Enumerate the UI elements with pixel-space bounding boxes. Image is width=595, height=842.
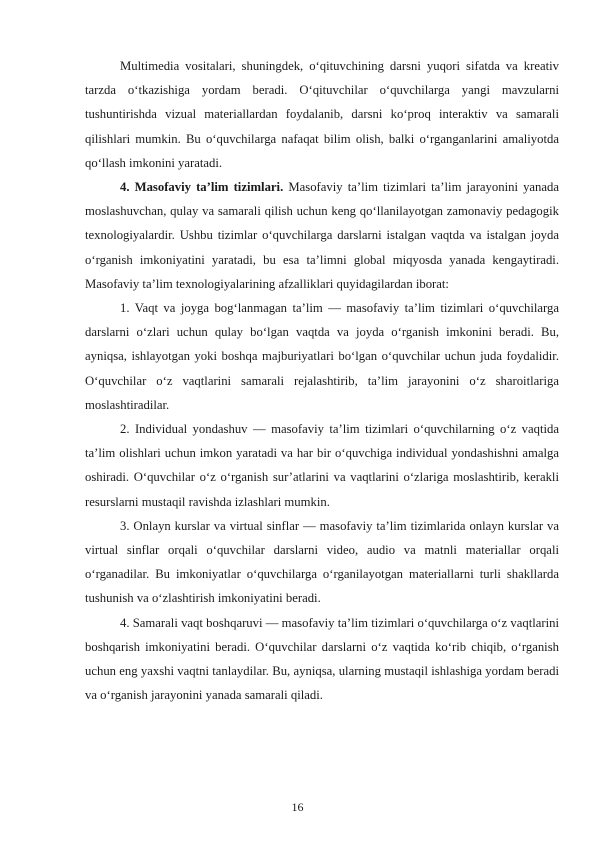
- page-number: 16: [291, 800, 304, 814]
- list-item-text: 1. Vaqt va joyga bog‘lanmagan ta’lim — masofaviy ta’lim tizimlari o‘quvchilarga darslarni o‘zlari uchun qulay bo‘lgan vaqtda va joyda o‘rganish imkonini beradi. Bu, ayniqsa, ishlayotgan yoki boshqa majburiyatlari bo‘lgan o‘quvchilar uchun juda foydalidir. O‘quvchilar o‘z vaqtlarini samarali rejalashtirib, ta’lim jarayonini o‘z sharoitlariga moslashtiradilar.: [85, 301, 559, 412]
- list-item-text: 3. Onlayn kurslar va virtual sinflar — masofaviy ta’lim tizimlarida onlayn kurslar va virtual sinflar orqali o‘quvchilar darslarni video, audio va matnli materiallar orqali o‘rganadilar. Bu imkoniyatlar o‘quvchilarga o‘rganilayotgan materiallarni turli shakllarda tushunish va o‘zlashtirish imkoniyatini beradi.: [85, 518, 559, 606]
- list-item-online-courses: [85, 514, 559, 611]
- paragraph-multimedia: [85, 54, 559, 175]
- list-item-time-management: [85, 611, 559, 708]
- document-body: [85, 54, 559, 707]
- list-item-text: 2. Individual yondashuv — masofaviy ta’lim tizimlari o‘quvchilarning o‘z vaqtida ta’lim olishlari uchun imkon yaratadi va har bir o‘quvchiga individual yondashishni amalga oshiradi. O‘quvchilar o‘z o‘rganish sur’atlarini va vaqtlarini o‘zlariga moslashtirib, kerakli resurslarni mustaqil ravishda izlashlari mumkin.: [85, 422, 559, 509]
- paragraph-text: Masofaviy ta’lim tizimlari ta’lim jarayonini yanada moslashuvchan, qulay va samarali qilish uchun keng qo‘llanilayotgan zamonaviy pedagogik texnologiyalardir. Ushbu tizimlar o‘quvchilarga darslarni istalgan vaqtda va istalgan joyda o‘rganish imkoniyatini yaratadi, bu esa ta’limni global miqyosda yanada kengaytiradi. Masofaviy ta’lim texnologiyalarining afzalliklari quyidagilardan iborat:: [85, 180, 559, 291]
- paragraph-distance-learning: [85, 175, 559, 296]
- list-item-individual-approach: [85, 417, 559, 514]
- paragraph-text: Multimedia vositalari, shuningdek, o‘qituvchining darsni yuqori sifatda va kreativ tarzda o‘tkazishiga yordam beradi. O‘qituvchilar o‘quvchilarga yangi mavzularni tushuntirishda vizual materiallardan foydalanib, darsni ko‘proq interaktiv va samarali qilishlari mumkin. Bu o‘quvchilarga nafaqat bilim olish, balki o‘rganganlarini amaliyotda qo‘llash imkonini yaratadi.: [85, 59, 559, 170]
- section-heading: 4. Masofaviy ta’lim tizimlari.: [120, 180, 284, 195]
- list-item-time-place: [85, 296, 559, 417]
- list-item-text: 4. Samarali vaqt boshqaruvi — masofaviy ta’lim tizimlari o‘quvchilarga o‘z vaqtlarini boshqarish imkoniyatini beradi. O‘quvchilar darslarni o‘z vaqtida ko‘rib chiqib, o‘rganish uchun eng yaxshi vaqtni tanlaydilar. Bu, ayniqsa, ularning mustaqil ishlashiga yordam beradi va o‘rganish jarayonini yanada samarali qiladi.: [85, 615, 559, 703]
